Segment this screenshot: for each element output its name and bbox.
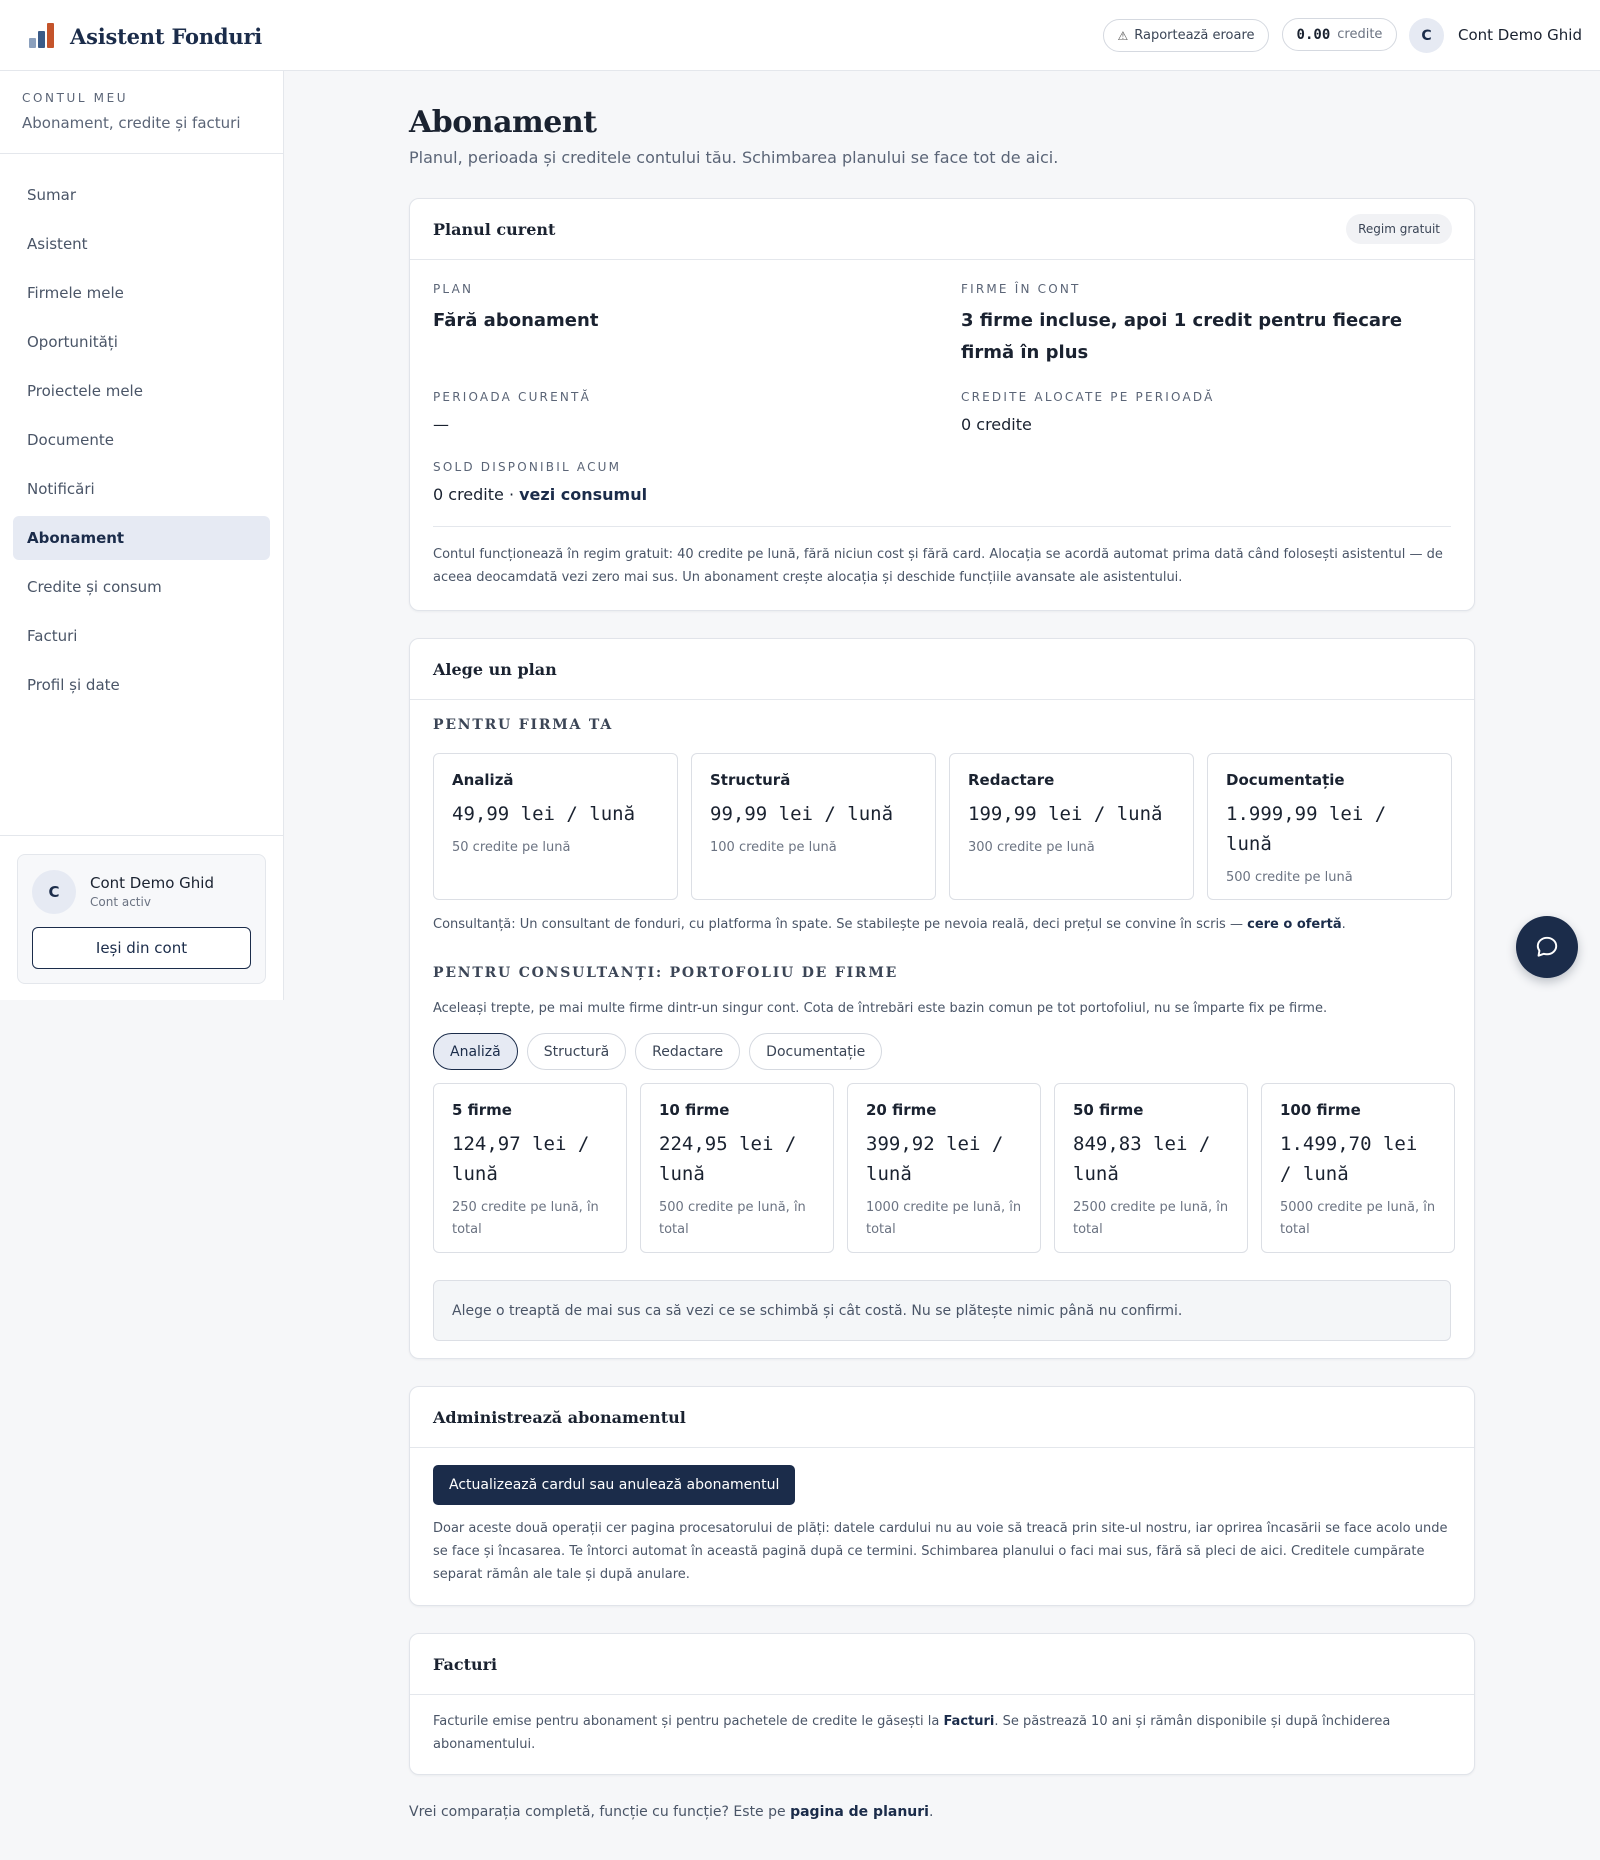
firms-value: 3 firme incluse, apoi 1 credit pentru fiecare firmă în plus: [961, 310, 1403, 363]
period-field: [433, 390, 913, 437]
consult-end: .: [1341, 917, 1346, 932]
plan-price: 224,95 lei / lună: [659, 1133, 797, 1185]
balance-value: [433, 483, 913, 507]
plan-credits: 100 credite pe lună: [710, 840, 837, 855]
plan-name: Structură: [710, 771, 791, 789]
plan-name: 10 firme: [659, 1101, 730, 1119]
firms-label: FIRME ÎN CONT: [961, 282, 1081, 296]
manage-note: Doar aceste două operații cer pagina procesatorului de plăți: datele cardului nu au voie să treacă prin site-ul nostru, iar oprirea încasării se face acolo unde se face și încasarea. Te întorci automat în această pagină după ce termini. Schimbarea planului o faci mai sus, fără să pleci de aici. Creditele cumpărate separat rămân ale tale și după anulare.: [433, 1521, 1448, 1582]
period-label: PERIOADA CURENTĂ: [433, 390, 591, 404]
report-error-button[interactable]: [1103, 19, 1269, 52]
plan-credits: 300 credite pe lună: [968, 840, 1095, 855]
portfolio-card-100[interactable]: [1261, 1083, 1455, 1253]
plan-value: Fără abonament: [433, 310, 599, 331]
plan-name: 20 firme: [866, 1101, 937, 1119]
plan-name: Redactare: [968, 771, 1055, 789]
sidebar-item-notificari[interactable]: Notificări: [27, 480, 95, 498]
card-title: Alege un plan: [433, 659, 557, 679]
sidebar: [0, 71, 284, 1000]
brand-name: Asistent Fonduri: [70, 23, 263, 49]
portfolio-card-5[interactable]: [433, 1083, 627, 1253]
sidebar-item-credite-consum[interactable]: Credite și consum: [27, 578, 162, 596]
divider: [433, 526, 1451, 527]
tab-analiza[interactable]: Analiză: [433, 1033, 518, 1070]
plan-credits: 500 credite pe lună, în total: [659, 1200, 806, 1237]
tier-tabs: [433, 1033, 882, 1070]
sidebar-nav: [13, 173, 270, 712]
offer-link[interactable]: cere o ofertă: [1247, 917, 1342, 932]
sidebar-item-documente[interactable]: Documente: [27, 431, 114, 449]
bar-chart-logo-icon: [28, 22, 56, 50]
plan-price: 849,83 lei / lună: [1073, 1133, 1211, 1185]
card-header: [410, 199, 1474, 260]
firm-plans-kicker: PENTRU FIRMA TA: [433, 717, 614, 733]
plan-name: 100 firme: [1280, 1101, 1361, 1119]
plan-price: 124,97 lei / lună: [452, 1133, 590, 1185]
credits-label: credite: [1337, 27, 1383, 42]
plan-name: 50 firme: [1073, 1101, 1144, 1119]
sidebar-item-firmele-mele[interactable]: Firmele mele: [27, 284, 124, 302]
manage-subscription-card: [409, 1386, 1475, 1606]
plan-price: 1.999,99 lei / lună: [1226, 803, 1387, 855]
top-bar: [0, 0, 1600, 71]
portfolio-card-20[interactable]: [847, 1083, 1041, 1253]
footer-text: Vrei comparația completă, funcție cu funcție? Este pe: [409, 1804, 786, 1820]
portfolio-card-50[interactable]: [1054, 1083, 1248, 1253]
sidebar-kicker: CONTUL MEU: [22, 91, 129, 105]
portfolio-description: Aceleași trepte, pe mai multe firme dintr-un singur cont. Cota de întrebări este bazin comun pe tot portofoliul, nu se împarte fix pe firme.: [433, 1001, 1328, 1016]
plan-info-box: Alege o treaptă de mai sus ca să vezi ce se schimbă și cât costă. Nu se plătește nimic până nu confirmi.: [433, 1280, 1451, 1341]
avatar: C: [32, 870, 76, 914]
invoices-card: [409, 1633, 1475, 1775]
plan-card-redactare[interactable]: [949, 753, 1194, 900]
avatar[interactable]: C: [1409, 18, 1444, 53]
page-title: Abonament: [409, 105, 597, 140]
invoices-text-end: . Se păstrează 10 ani și rămân disponibile și după închiderea abonamentului.: [433, 1714, 1391, 1752]
plans-page-link[interactable]: pagina de planuri: [790, 1804, 929, 1820]
plan-credits: 1000 credite pe lună, în total: [866, 1200, 1022, 1237]
sidebar-item-profil[interactable]: Profil și date: [27, 676, 120, 694]
user-name[interactable]: Cont Demo Ghid: [1458, 26, 1582, 44]
card-header: [410, 1387, 1474, 1448]
plan-card-analiza[interactable]: [433, 753, 678, 900]
tab-redactare[interactable]: Redactare: [635, 1033, 740, 1070]
plan-price: 99,99 lei / lună: [710, 803, 894, 825]
alloc-field: [961, 390, 1441, 437]
card-header: [410, 1634, 1474, 1695]
consult-text: Consultanță: Un consultant de fonduri, cu platforma în spate. Se stabilește pe nevoia reală, deci prețul se convine în scris —: [433, 917, 1243, 932]
sidebar-item-asistent[interactable]: Asistent: [27, 235, 88, 253]
balance-field: [433, 460, 913, 507]
brand[interactable]: [28, 22, 262, 50]
footer-end: .: [928, 1804, 934, 1820]
period-value: —: [433, 415, 449, 434]
credits-value: 0.00: [1296, 26, 1331, 43]
plan-credits: 250 credite pe lună, în total: [452, 1200, 599, 1237]
plan-price: 199,99 lei / lună: [968, 803, 1163, 825]
card-title: Administrează abonamentul: [433, 1407, 686, 1427]
plan-name: Documentație: [1226, 771, 1345, 789]
invoices-link[interactable]: Facturi: [943, 1714, 995, 1729]
portfolio-kicker: PENTRU CONSULTANȚI: PORTOFOLIU DE FIRME: [433, 965, 899, 981]
page-subtitle: Planul, perioada și creditele contului tău. Schimbarea planului se face tot de aici.: [409, 148, 1059, 167]
invoices-note: [433, 1710, 1451, 1756]
chat-bubble-icon: [1534, 934, 1560, 960]
tab-structura[interactable]: Structură: [527, 1033, 626, 1070]
user-card-status: Cont activ: [90, 895, 151, 909]
sidebar-footer: [0, 835, 284, 1000]
credits-balance[interactable]: [1282, 18, 1397, 51]
sidebar-item-oportunitati[interactable]: Oportunități: [27, 333, 118, 351]
plan-credits: 50 credite pe lună: [452, 840, 571, 855]
card-header: [410, 639, 1474, 700]
plan-price: 49,99 lei / lună: [452, 803, 636, 825]
status-badge: Regim gratuit: [1346, 214, 1452, 244]
balance-amount: 0 credite ·: [433, 485, 515, 504]
sidebar-item-sumar[interactable]: Sumar: [27, 186, 76, 204]
user-card: [17, 854, 266, 984]
user-card-name: Cont Demo Ghid: [90, 874, 214, 892]
current-plan-card: [409, 198, 1475, 611]
report-error-label: Raportează eroare: [1134, 28, 1255, 43]
sidebar-item-proiectele-mele[interactable]: Proiectele mele: [27, 382, 143, 400]
alloc-value: 0 credite: [961, 415, 1032, 434]
plan-card-documentatie[interactable]: [1207, 753, 1452, 900]
plans-comparison-note: [409, 1804, 933, 1820]
manage-card-button[interactable]: Actualizează cardul sau anulează abonamentul: [433, 1465, 795, 1505]
usage-link[interactable]: vezi consumul: [519, 485, 648, 504]
choose-plan-card: [409, 638, 1475, 1359]
plan-price: 1.499,70 lei / lună: [1280, 1133, 1418, 1185]
firms-field: [961, 282, 1441, 369]
plan-price: 399,92 lei / lună: [866, 1133, 1004, 1185]
balance-label: SOLD DISPONIBIL ACUM: [433, 460, 622, 474]
portfolio-card-10[interactable]: [640, 1083, 834, 1253]
alloc-label: CREDITE ALOCATE PE PERIOADĂ: [961, 390, 1215, 404]
plan-name: Analiză: [452, 771, 514, 789]
plan-credits: 5000 credite pe lună, în total: [1280, 1200, 1436, 1237]
plan-card-structura[interactable]: [691, 753, 936, 900]
sidebar-subtitle: Abonament, credite și facturi: [22, 114, 241, 132]
sidebar-item-facturi[interactable]: Facturi: [27, 627, 78, 645]
free-plan-note: Contul funcționează în regim gratuit: 40 credite pe lună, fără niciun cost și fără card. Alocația se acordă automat prima dată când folosești asistentul — de aceea deocamdată vezi zero mai sus. Un abonament crește alocația și deschide funcțiile avansate ale asistentului.: [433, 547, 1443, 585]
plan-credits: 500 credite pe lună: [1226, 870, 1353, 885]
card-title: Facturi: [433, 1654, 498, 1674]
card-title: Planul curent: [433, 219, 556, 239]
sidebar-item-abonament[interactable]: Abonament: [13, 516, 270, 560]
plan-name: 5 firme: [452, 1101, 512, 1119]
warning-icon: ⚠: [1117, 28, 1129, 43]
plan-field: [433, 282, 913, 337]
consult-note: [433, 913, 1451, 936]
sidebar-header: [0, 71, 283, 154]
logout-button[interactable]: Ieși din cont: [32, 927, 251, 969]
tab-documentatie[interactable]: Documentație: [749, 1033, 882, 1070]
plan-label: PLAN: [433, 282, 474, 296]
invoices-text: Facturile emise pentru abonament și pentru pachetele de credite le găsești la: [433, 1714, 940, 1729]
plan-credits: 2500 credite pe lună, în total: [1073, 1200, 1229, 1237]
chat-button[interactable]: [1516, 916, 1578, 978]
